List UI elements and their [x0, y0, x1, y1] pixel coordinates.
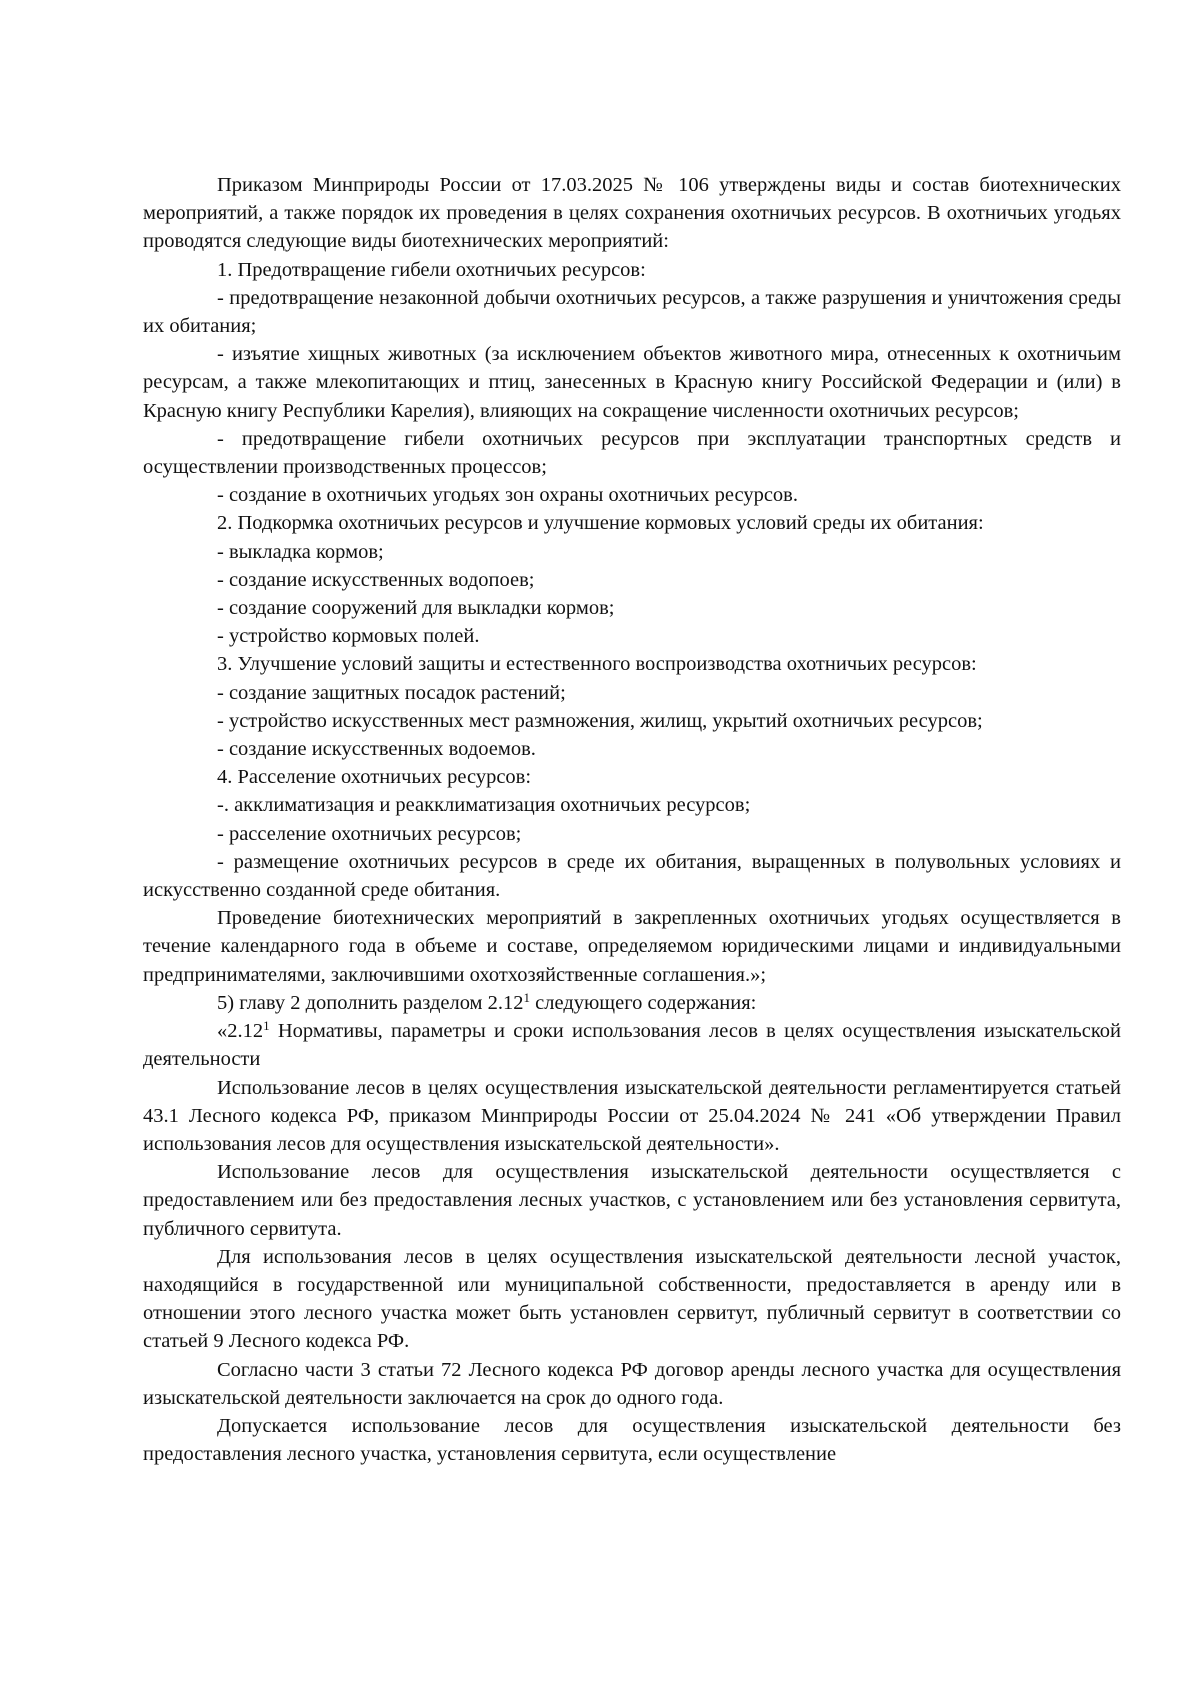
list-item: - создание сооружений для выкладки кормов; — [217, 597, 615, 620]
list-item: - изъятие хищных животных (за исключением объектов животного мира, отнесенных к охотничьим ресурсам, а также млекопитающих и птиц, занесенных в Красную книгу Российской Федерации и (или) в Красную книгу Республики Карелия), влияющих на сокращение численности охотничьих ресурсов; — [143, 343, 1121, 422]
text-fragment: следующего содержания: — [530, 991, 757, 1014]
list-item: - устройство кормовых полей. — [217, 625, 480, 648]
list-item: - создание защитных посадок растений; — [217, 681, 566, 704]
section-heading-4: 4. Расселение охотничьих ресурсов: — [217, 766, 532, 789]
list-item: - предотвращение гибели охотничьих ресурсов при эксплуатации транспортных средств и осуществлении производственных процессов; — [143, 427, 1121, 479]
list-item: - создание искусственных водопоев; — [217, 568, 535, 591]
section-title — [143, 1017, 1121, 1073]
list-item: - предотвращение незаконной добычи охотничьих ресурсов, а также разрушения и уничтожения среды их обитания; — [143, 286, 1121, 338]
list-item: - расселение охотничьих ресурсов; — [217, 822, 522, 845]
paragraph: Допускается использование лесов для осуществления изыскательской деятельности без предоставления лесного участка, установления сервитута, если осуществление — [143, 1414, 1121, 1466]
list-item: - устройство искусственных мест размножения, жилищ, укрытий охотничьих ресурсов; — [217, 709, 983, 732]
text-fragment: «2.12 — [217, 1020, 264, 1043]
list-item: - создание искусственных водоемов. — [217, 738, 536, 761]
paragraph: Использование лесов для осуществления изыскательской деятельности осуществляется с предоставлением или без предоставления лесных участков, с установлением или без установления сервитута, публичного сервитута. — [143, 1161, 1121, 1240]
list-item: - размещение охотничьих ресурсов в среде их обитания, выращенных в полувольных условиях и искусственно созданной среде обитания. — [143, 850, 1121, 902]
list-item: - создание в охотничьих угодьях зон охраны охотничьих ресурсов. — [217, 484, 798, 507]
amendment-item — [143, 989, 1121, 1017]
section-heading-2: 2. Подкормка охотничьих ресурсов и улучшение кормовых условий среды их обитания: — [217, 512, 984, 535]
superscript: 1 — [263, 1017, 270, 1033]
section-heading-3: 3. Улучшение условий защиты и естественного воспроизводства охотничьих ресурсов: — [217, 653, 977, 676]
paragraph: Для использования лесов в целях осуществления изыскательской деятельности лесной участок, находящийся в государственной или муниципальной собственности, предоставляется в аренду или в отношении этого лесного участка может быть установлен сервитут, публичный сервитут в соответствии со статьей 9 Лесного кодекса РФ. — [143, 1245, 1121, 1353]
section-heading-1: 1. Предотвращение гибели охотничьих ресурсов: — [217, 258, 646, 281]
text-fragment: 5) главу 2 дополнить разделом 2.12 — [217, 991, 524, 1014]
paragraph-conclusion: Проведение биотехнических мероприятий в закрепленных охотничьих угодьях осуществляется в течение календарного года в объеме и составе, определяемом юридическими лицами и индивидуальными предпринимателями, заключившими охотхозяйственные соглашения.»; — [143, 907, 1121, 986]
list-item: -. акклиматизация и реакклиматизация охотничьих ресурсов; — [217, 794, 751, 817]
document-page — [143, 171, 1121, 1468]
paragraph: Использование лесов в целях осуществления изыскательской деятельности регламентируется статьей 43.1 Лесного кодекса РФ, приказом Минприроды России от 25.04.2024 № 241 «Об утверждении Правил использования лесов для осуществления изыскательской деятельности». — [143, 1076, 1121, 1155]
superscript: 1 — [523, 989, 531, 1005]
text-fragment: Нормативы, параметры и сроки использования лесов в целях осуществления изыскательской деятельности — [143, 1020, 1121, 1071]
paragraph: Согласно части 3 статьи 72 Лесного кодекса РФ договор аренды лесного участка для осуществления изыскательской деятельности заключается на срок до одного года. — [143, 1358, 1121, 1409]
paragraph-intro: Приказом Минприроды России от 17.03.2025 № 106 утверждены виды и состав биотехнических мероприятий, а также порядок их проведения в целях сохранения охотничьих ресурсов. В охотничьих угодьях проводятся следующие виды биотехнических мероприятий: — [143, 174, 1121, 253]
list-item: - выкладка кормов; — [217, 540, 384, 563]
